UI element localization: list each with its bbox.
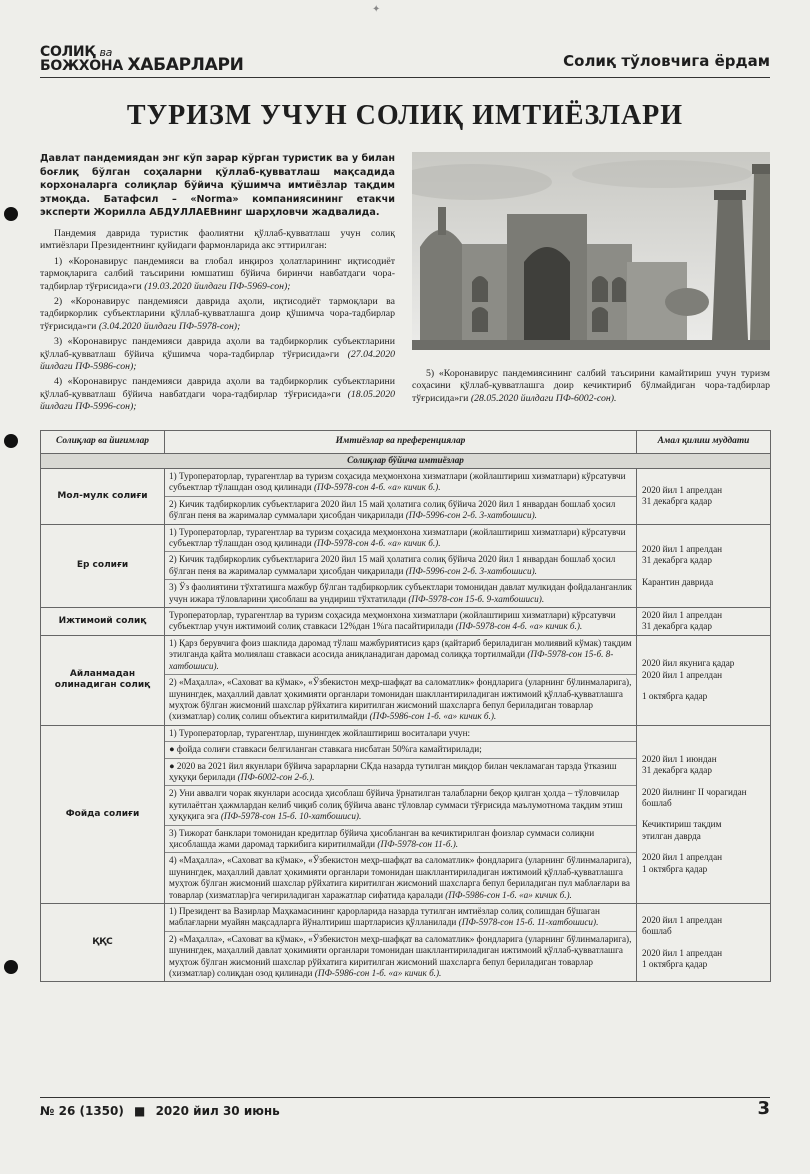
duration-line: 1 октябрга қадар	[642, 863, 708, 874]
table-section-band: Солиқлар бўйича имтиёзлар	[41, 454, 771, 469]
table-row	[41, 725, 771, 903]
decree-5: 5) «Коронавирус пандемиясининг салбий таъсирини камайтириш учун туризм соҳасини қўллаб-қувватлашга доир кечиктириб бўлмайдиган чора-тадбирлар тўғрисида»ги (28.05.2020 йилдаги ПФ-6002-сон).	[412, 368, 770, 404]
duration-line: 2020 йилнинг II чорагидан	[642, 786, 747, 797]
table-row	[41, 904, 771, 982]
header-benefits: Имтиёзлар ва преференциялар	[165, 431, 637, 454]
samarkand-architecture-image	[412, 152, 770, 350]
print-mark: ✦	[372, 4, 381, 15]
duration-line: 31 декабрга қадар	[642, 555, 712, 566]
tax-name: Ер солиғи	[41, 524, 165, 607]
duration-line: 31 декабрга қадар	[642, 621, 712, 632]
header-duration: Амал қилиш муддати	[637, 431, 771, 454]
article-photo	[412, 152, 770, 350]
table-row	[41, 635, 771, 725]
decree-item: 4) «Коронавирус пандемияси даврида аҳоли ва тадбиркорлик субъектларини қўллаб-қувватлаш бўйича навбатдаги чора-тадбирлар тўғрисида»ги (18.05.2020 йилдаги ПФ-5996-сон);	[40, 376, 395, 413]
benefit-item: 2) Кичик тадбиркорлик субъектларига 2020 йил 15 май ҳолатига солиқ бўйича 2020 йил 1 январдан бошлаб ҳосил бўлган пеня ва жарималар суммалари ҳисобдан чиқарилади (ПФ-5996-сон 2-б. 3-хатбошиси).	[165, 552, 636, 580]
benefit-item: 3) Ўз фаолиятини тўхтатишга мажбур бўлган тадбиркорлик субъектлари томонидан давлат мулкидан фойдаланганлик учун ижара тўловларини ҳисоблаш ва ундириш тўхтатилади (ПФ-5978-сон 15-б. 9-хатбошиси).	[169, 582, 632, 604]
tax-benefits-table	[40, 430, 771, 982]
binder-hole	[4, 960, 18, 974]
duration-line: 1 октябрга қадар	[642, 959, 708, 970]
table-header-row	[41, 431, 771, 454]
decree-item: 3) «Коронавирус пандемияси даврида аҳоли ва тадбиркорлик субъектларини қўллаб-қувватлаш бўйича қўшимча чора-тадбирлар тўғрисида»ги (27.04.2020 йилдаги ПФ-5986-сон);	[40, 336, 395, 373]
issue-number: № 26 (1350)	[40, 1104, 124, 1118]
header-taxes: Солиқлар ва йиғимлар	[41, 431, 165, 454]
table-row	[41, 608, 771, 636]
benefit-item: 2) Кичик тадбиркорлик субъектларига 2020 йил 15 май ҳолатига солиқ бўйича 2020 йил 1 январдан бошлаб ҳосил бўлган пеня ва жарималар суммалари ҳисобдан чиқарилади (ПФ-5996-сон 2-б. 3-хатбошиси).	[169, 498, 616, 521]
tax-name: Айланмадан олинадиган солиқ	[41, 635, 165, 725]
duration-line: 2020 йил 1 июндан	[642, 753, 717, 764]
duration-cell	[637, 725, 771, 903]
benefits-cell	[165, 469, 637, 525]
duration-cell	[637, 635, 771, 725]
benefits-cell	[165, 608, 637, 636]
page-footer: № 26 (1350) ■ 2020 йил 30 июнь 3	[40, 1098, 770, 1119]
benefit-item: 2) «Маҳалла», «Саховат ва кўмак», «Ўзбекистон меҳр-шафқат ва саломатлик» фондларига (уларнинг бўлинмаларига), шунингдек, маҳаллий давлат ҳокимияти органлари томонидан шакллантириладиган ижтимоий қўллаб-қувватлашга муҳтож бўлган жисмоний шахслар рўйхатига киритилган жисмоний шахсларга бепул бериладиган товарлар (хизматлар) солиқ солиш объектига киритилмайди (ПФ-5986-сон 1-б. «а» кичик б.).	[169, 677, 632, 722]
table-row	[41, 524, 771, 607]
tax-name: Мол-мулк солиғи	[41, 469, 165, 525]
tax-name: Ижтимоий солиқ	[41, 608, 165, 636]
duration-line: 2020 йил 1 апрелдан	[642, 669, 723, 680]
duration-line: 2020 йил 1 апрелдан	[642, 914, 723, 925]
duration-cell	[637, 608, 771, 636]
duration-line: бошлаб	[642, 797, 672, 808]
benefits-cell	[165, 725, 637, 903]
duration-cell	[637, 469, 771, 525]
duration-line: 2020 йил 1 апрелдан	[642, 610, 723, 621]
benefits-cell	[165, 524, 637, 607]
duration-line: 2020 йил 1 апрелдан	[642, 543, 723, 554]
duration-line: 2020 йил 1 апрелдан	[642, 947, 723, 958]
masthead	[40, 44, 770, 74]
benefit-item: 1) Туроператорлар, турагентлар ва туризм соҳасида меҳмонхона хизматлари (жойлаштириш хизматлари) кўрсатувчи субъектлар тўлашдан озод қилинади (ПФ-5978-сон 4-б. «а» кичик б.).	[165, 525, 636, 553]
benefit-item: 1) Туроператорлар, турагентлар ва туризм соҳасида меҳмонхона хизматлари (жойлаштириш хизматлари) кўрсатувчи субъектлар тўлашдан озод қилинади (ПФ-5978-сон 4-б. «а» кичик б.).	[165, 469, 636, 497]
duration-line: 31 декабрга қадар	[642, 496, 712, 507]
benefit-item: ● фойда солиғи ставкаси белгиланган ставкага нисбатан 50%га камайтирилади;	[165, 742, 636, 758]
header-rule	[40, 77, 770, 78]
benefit-item: 3) Тижорат банклари томонидан кредитлар бўйича ҳисобланган ва кечиктирилган фоизлар суммаси солиқни ҳисоблашда жами даромад таркибига киритилмайди (ПФ-5978-сон 11-б.).	[165, 826, 636, 854]
benefit-item: 1) Туроператорлар, турагентлар, шунингдек жойлаштириш воситалари учун:	[165, 726, 636, 742]
article-intro: Пандемия даврида туристик фаолиятни қўллаб-қувватлаш учун солиқ имтиёзлари Президентнинг қуйидаги фармонларида акс эттирилган:	[40, 228, 395, 252]
benefit-item: 2) Уни аввалги чорак якунлари асосида ҳисоблаш бўйича ўрнатилган талабларни беқор қилган ҳолда – тўловчилар кутилаётган ҳажмлардан келиб чиқиб солиқ бўйича аванс тўловлар суммаси тўғрисида маълумотнома тақдим этиш ҳуқуқига эга (ПФ-5978-сон 15-б. 10-хатбошиси).	[165, 786, 636, 825]
duration-line: 31 декабрга қадар	[642, 765, 712, 776]
benefit-item: 1) Президент ва Вазирлар Маҳкамасининг қарорларида назарда тутилган имтиёзлар солиқ солишдан бўшаган маблағларни муайян мақсадларга йўналтириш шартларисиз қўлланилади (ПФ-5978-сон 15-б. 11-хатбошиси).	[165, 904, 636, 932]
decree-item: 2) «Коронавирус пандемияси даврида аҳоли, иқтисодиёт тармоқлари ва тадбиркорлик субъектларини қўллаб-қувватлашга доир қўшимча чора-тадбирлар тўғрисида»ги (3.04.2020 йилдаги ПФ-5978-сон);	[40, 296, 395, 332]
article-body	[40, 228, 395, 417]
duration-cell	[637, 904, 771, 982]
decree-item: 1) «Коронавирус пандемияси ва глобал инқироз ҳолатларининг иқтисодиёт тармоқларига салбий таъсирини юмшатиш бўйича биринчи навбатдаги чора-тадбирлар тўғрисида»ги (19.03.2020 йилдаги ПФ-5969-сон);	[40, 255, 395, 292]
duration-line: 2020 йил 1 апрелдан	[642, 852, 723, 863]
benefit-item: 4) «Маҳалла», «Саховат ва кўмак», «Ўзбекистон меҳр-шафқат ва саломатлик» фондларига (уларнинг бўлинмаларига), шунингдек, маҳаллий давлат ҳокимияти органлари томонидан шакллантириладиган ижтимоий қўллаб-қувватлашга муҳтож бўлган жисмоний шахслар рўйхатига киритилган жисмоний шахсларга бепул бериладиган пул маблағлари ва товарлар (хизматлар)га чегириладиган харажатлар сифатида қаралади (ПФ-5986-сон 1-б. «а» кичик б.).	[169, 855, 632, 900]
footer-rule	[40, 1097, 770, 1098]
tax-name: ҚҚС	[41, 904, 165, 982]
issue-date: 2020 йил 30 июнь	[155, 1104, 280, 1118]
page-number: 3	[757, 1098, 770, 1119]
section-title: Солиқ тўловчига ёрдам	[563, 52, 770, 70]
duration-line: Карантин даврида	[642, 576, 714, 587]
duration-line: бошлаб	[642, 926, 672, 937]
benefits-cell	[165, 635, 637, 725]
tax-name: Фойда солиғи	[41, 725, 165, 903]
binder-hole	[4, 207, 18, 221]
article-lead: Давлат пандемиядан энг кўп зарар кўрган туристик ва у билан боғлиқ бўлган соҳаларни қўллаб-қувватлаш мақсадида корхоналарга солиқлар бўйича қўшимча имтиёзлар тақдим этмоқда. Батафсил – «Norma» компаниясининг етакчи эксперти Жорилла АБДУЛЛАЕВнинг шарҳловчи жадвалида.	[40, 153, 395, 218]
benefit-item: 2) «Маҳалла», «Саховат ва кўмак», «Ўзбекистон меҳр-шафқат ва саломатлик» фондларига (уларнинг бўлинмаларига), шунингдек, маҳаллий давлат ҳокимияти органлари томонидан шакллантириладиган ижтимоий қўллаб-қувватлашга муҳтож бўлган жисмоний шахслар рўйхатига киритилган жисмоний шахсларга бепул бериладиган товарлар (хизматлар) солиқдан озод қилинади (ПФ-5986-сон 1-б. «а» кичик б.).	[169, 933, 632, 979]
article-title: ТУРИЗМ УЧУН СОЛИҚ ИМТИЁЗЛАРИ	[126, 100, 684, 131]
duration-line: 1 октябрга қадар	[642, 691, 708, 701]
benefit-item: Туроператорлар, турагентлар ва туризм соҳасида меҳмонхона хизматлари (жойлаштириш хизматлари) кўрсатувчи субъектлар учун ижтимоий солиқ ставкаси 12%дан 1%га пасайтирилади (ПФ-5978-сон 4-б. «а» кичик б.).	[169, 610, 616, 632]
table-row	[41, 469, 771, 525]
duration-line: 2020 йил 1 апрелдан	[642, 484, 723, 495]
benefit-item: ● 2020 ва 2021 йил якунлари бўйича зарарларни СКда назарда тутилган миқдор билан чекламаган тарзда ўтказиш ҳуқуқи берилади (ПФ-6002-сон 2-б.).	[165, 759, 636, 787]
duration-line: Кечиктириш тақдим	[642, 819, 722, 830]
benefits-cell	[165, 904, 637, 982]
duration-cell	[637, 524, 771, 607]
binder-hole	[4, 434, 18, 448]
newspaper-logo: СОЛИҚ ва БОЖХОНА ХАБАРЛАРИ	[40, 44, 244, 75]
duration-line: этилган даврда	[642, 830, 701, 841]
benefit-item: 1) Қарз берувчига фоиз шаклида даромад тўлаш мажбуриятисиз қарз (қайтариб бериладиган молиявий кўмак) тақдим этилганда қайта молиялаш ставкаси асосида аниқланадиган даромад солиққа тортилмайди (ПФ-5978-сон 15-б. 8-хатбошиси).	[165, 636, 636, 675]
duration-line: 2020 йил якунига қадар	[642, 658, 735, 669]
